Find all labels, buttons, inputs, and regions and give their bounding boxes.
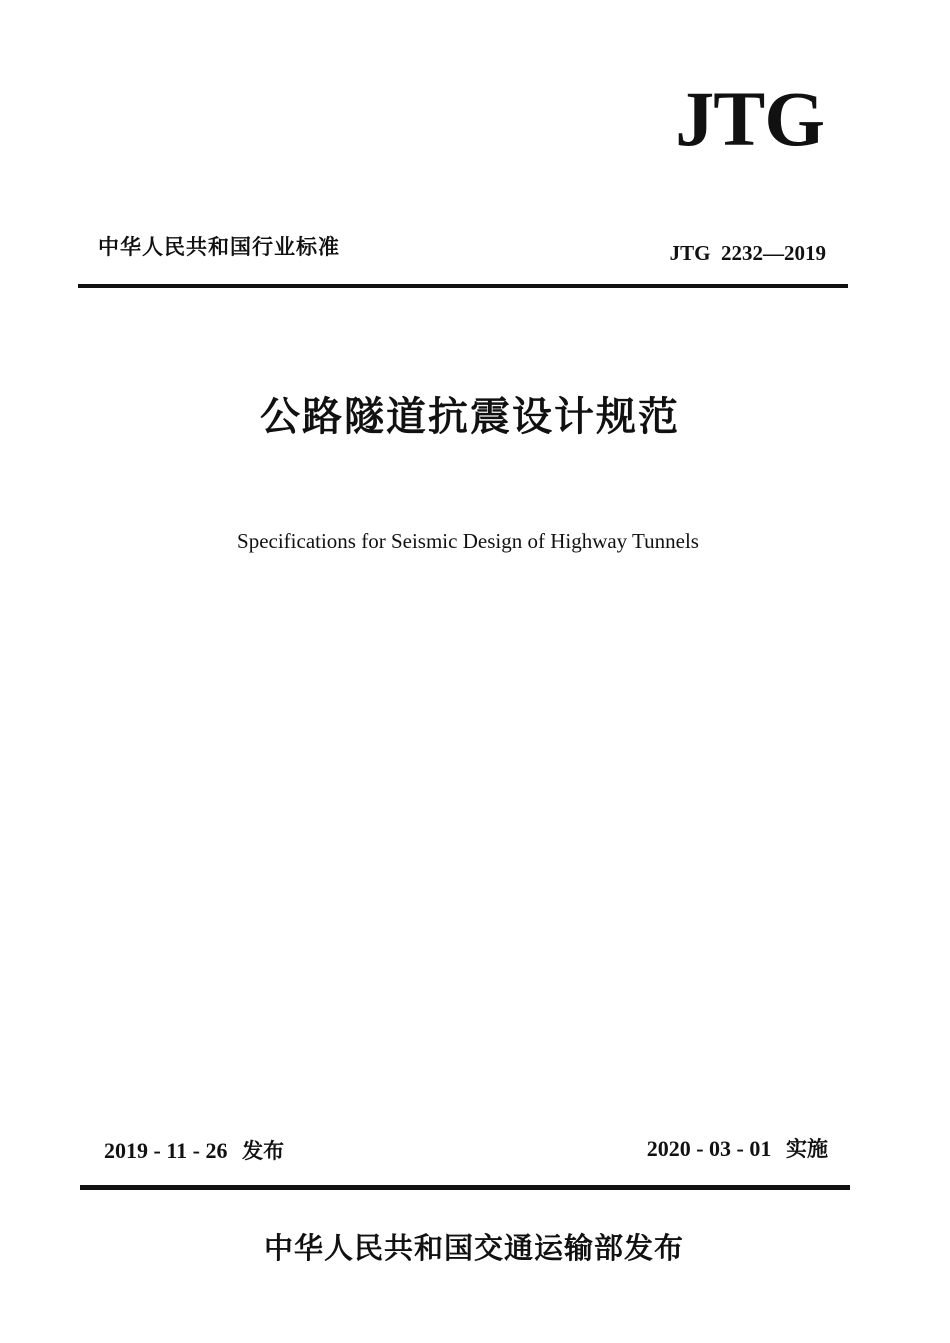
effective-label: 实施: [786, 1137, 828, 1161]
document-title-chinese: 公路隧道抗震设计规范: [260, 394, 680, 440]
issue-date: 2019 - 11 - 26: [104, 1138, 228, 1163]
jtg-logo: JTG: [675, 75, 824, 162]
issue-label: 发布: [242, 1139, 285, 1163]
bottom-divider: [80, 1185, 850, 1190]
issue-date-line: [104, 1140, 284, 1162]
effective-date: 2020 - 03 - 01: [646, 1136, 772, 1161]
standard-category: 中华人民共和国行业标准: [98, 235, 340, 259]
top-divider: [78, 284, 848, 288]
standard-code: JTG 2232—2019: [669, 241, 826, 265]
publisher: 中华人民共和国交通运输部发布: [263, 1231, 684, 1265]
document-title-english: Specifications for Seismic Design of Highway Tunnels: [237, 529, 699, 553]
effective-date-line: [647, 1138, 828, 1160]
